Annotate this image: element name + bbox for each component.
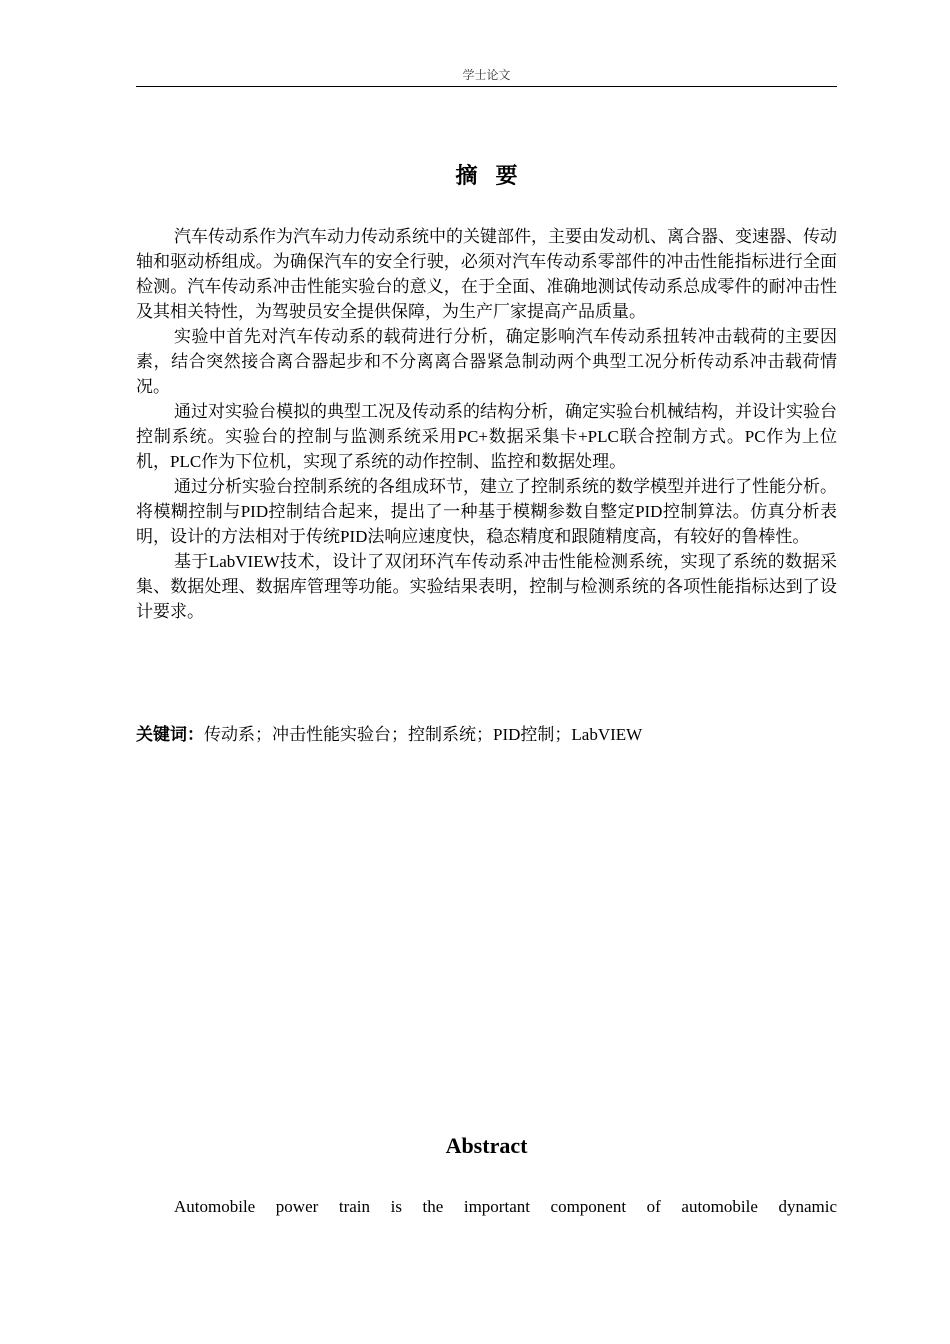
page-header	[136, 66, 837, 87]
abstract-cn-paragraph-5: 基于LabVIEW技术，设计了双闭环汽车传动系冲击性能检测系统，实现了系统的数据采集、数据处理、数据库管理等功能。实验结果表明，控制与检测系统的各项性能指标达到了设计要求。	[136, 552, 837, 621]
abstract-en-body	[136, 1194, 837, 1220]
abstract-cn-paragraph-1: 汽车传动系作为汽车动力传动系统中的关键部件，主要由发动机、离合器、变速器、传动轴和驱动桥组成。为确保汽车的安全行驶，必须对汽车传动系零部件的冲击性能指标进行全面检测。汽车传动系冲击性能实验台的意义，在于全面、准确地测试传动系总成零件的耐冲击性及其相关特性，为驾驶员安全提供保障，为生产厂家提高产品质量。	[136, 227, 837, 321]
abstract-cn-body	[136, 224, 837, 624]
header-title: 学士论文	[462, 68, 511, 82]
abstract-cn-paragraph-2: 实验中首先对汽车传动系的载荷进行分析，确定影响汽车传动系扭转冲击载荷的主要因素，结合突然接合离合器起步和不分离离合器紧急制动两个典型工况分析传动系冲击载荷情况。	[136, 327, 837, 396]
keywords-text: 传动系；冲击性能实验台；控制系统；PID控制；LabVIEW	[204, 725, 643, 744]
abstract-cn-paragraph-3: 通过对实验台模拟的典型工况及传动系的结构分析，确定实验台机械结构，并设计实验台控制系统。实验台的控制与监测系统采用PC+数据采集卡+PLC联合控制方式。PC作为上位机，PLC作为下位机，实现了系统的动作控制、监控和数据处理。	[136, 402, 837, 471]
abstract-cn-paragraph-4: 通过分析实验台控制系统的各组成环节，建立了控制系统的数学模型并进行了性能分析。将模糊控制与PID控制结合起来，提出了一种基于模糊参数自整定PID控制算法。仿真分析表明，设计的方法相对于传统PID法响应速度快，稳态精度和跟随精度高，有较好的鲁棒性。	[136, 477, 837, 546]
keywords-line	[136, 722, 837, 747]
abstract-en-title: Abstract	[445, 1133, 528, 1158]
keywords-label: 关键词：	[136, 725, 204, 744]
abstract-cn-title: 摘要	[455, 163, 536, 188]
abstract-en-paragraph-1: Automobile power train is the important component of automobile dynamic	[174, 1197, 837, 1216]
